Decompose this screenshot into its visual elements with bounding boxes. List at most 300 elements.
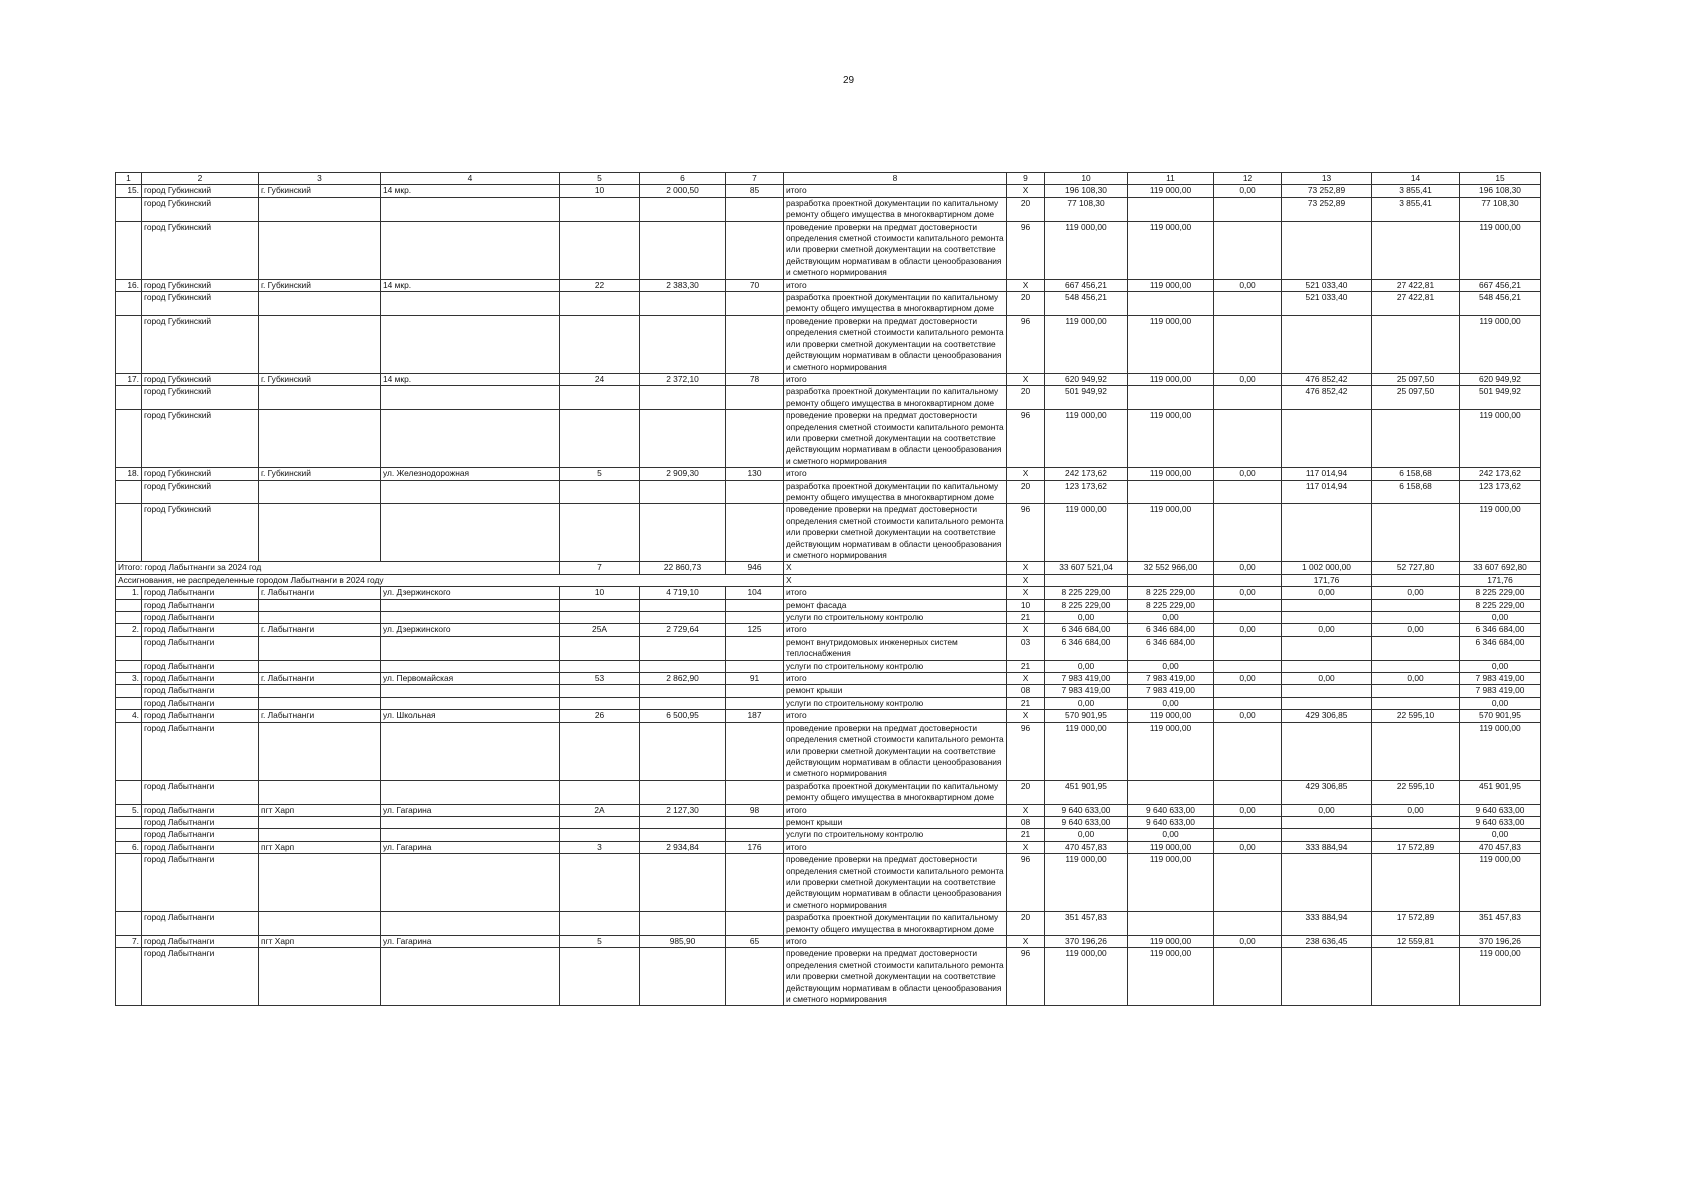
regional-funds: 119 000,00 <box>1128 410 1214 468</box>
municipality: город Лабытнанги <box>142 636 259 660</box>
work-type: проведение проверки на предмат достоверности определения сметной стоимости капитального ремонта или проверки сметной документации на соответствие действующим нормативам в области ценообразования и сметного нормирования <box>784 315 1007 373</box>
residents <box>726 912 784 936</box>
street <box>381 722 560 780</box>
row-number: 3. <box>116 673 142 685</box>
regional-funds: 8 225 229,00 <box>1128 587 1214 599</box>
table-row <box>116 197 1541 221</box>
row-number <box>116 292 142 316</box>
cost-cell: 548 456,21 <box>1460 292 1541 316</box>
work-type: итого <box>784 587 1007 599</box>
street: ул. Гагарина <box>381 841 560 853</box>
work-type: разработка проектной документации по капитальному ремонту общего имущества в многоквартирном доме <box>784 480 1007 504</box>
house-number <box>560 685 640 697</box>
table-row <box>116 587 1541 599</box>
owner-funds: 12 559,81 <box>1372 936 1460 948</box>
street <box>381 854 560 912</box>
local-funds: 0,00 <box>1214 936 1282 948</box>
residents <box>726 816 784 828</box>
house-number: 10 <box>560 185 640 197</box>
house-number <box>560 780 640 804</box>
column-number: 9 <box>1007 173 1045 185</box>
total-cost: 9 640 633,00 <box>1045 804 1128 816</box>
settlement: пгт Харп <box>259 936 381 948</box>
fund-funds <box>1282 948 1372 1006</box>
row-number <box>116 829 142 841</box>
street <box>381 697 560 709</box>
local-funds <box>1214 854 1282 912</box>
owner-funds <box>1372 697 1460 709</box>
regional-funds: 119 000,00 <box>1128 279 1214 291</box>
table-row <box>116 315 1541 373</box>
total-cost: 0,00 <box>1045 697 1128 709</box>
work-type: ремонт фасада <box>784 599 1007 611</box>
regional-funds: 7 983 419,00 <box>1128 673 1214 685</box>
local-funds <box>1214 722 1282 780</box>
table-row <box>116 816 1541 828</box>
house-number: 5 <box>560 936 640 948</box>
street: ул. Первомайская <box>381 673 560 685</box>
fund-funds: 0,00 <box>1282 587 1372 599</box>
fund-funds: 429 306,85 <box>1282 780 1372 804</box>
area <box>640 612 726 624</box>
regional-funds: 6 346 684,00 <box>1128 636 1214 660</box>
area <box>640 816 726 828</box>
owner-funds <box>1372 636 1460 660</box>
local-funds <box>1214 912 1282 936</box>
fund-funds <box>1282 221 1372 279</box>
owner-funds: 27 422,81 <box>1372 279 1460 291</box>
local-funds <box>1214 574 1282 586</box>
row-number <box>116 854 142 912</box>
street: ул. Школьная <box>381 710 560 722</box>
local-funds <box>1214 948 1282 1006</box>
work-code: X <box>1007 936 1045 948</box>
table-row <box>116 386 1541 410</box>
row-number <box>116 816 142 828</box>
work-type: итого <box>784 710 1007 722</box>
settlement <box>259 292 381 316</box>
house-number <box>560 292 640 316</box>
work-code: 21 <box>1007 829 1045 841</box>
column-number: 1 <box>116 173 142 185</box>
cost-cell: 570 901,95 <box>1460 710 1541 722</box>
row-number <box>116 722 142 780</box>
street <box>381 480 560 504</box>
table-row <box>116 912 1541 936</box>
table-row <box>116 780 1541 804</box>
work-type: услуги по строительному контролю <box>784 829 1007 841</box>
owner-funds <box>1372 410 1460 468</box>
fund-funds: 171,76 <box>1282 574 1372 586</box>
work-code: 96 <box>1007 504 1045 562</box>
work-code: 10 <box>1007 599 1045 611</box>
street <box>381 948 560 1006</box>
cost-cell: 620 949,92 <box>1460 373 1541 385</box>
house-number <box>560 636 640 660</box>
total-label: Итого: город Лабытнанги за 2024 год <box>116 562 560 574</box>
area: 2 383,30 <box>640 279 726 291</box>
table-row <box>116 410 1541 468</box>
total-cost: 6 346 684,00 <box>1045 636 1128 660</box>
fund-funds <box>1282 612 1372 624</box>
street <box>381 221 560 279</box>
table-row <box>116 279 1541 291</box>
municipality: город Губкинский <box>142 410 259 468</box>
work-code: 96 <box>1007 722 1045 780</box>
local-funds <box>1214 685 1282 697</box>
settlement <box>259 854 381 912</box>
owner-funds <box>1372 660 1460 672</box>
row-number <box>116 410 142 468</box>
table-row <box>116 685 1541 697</box>
fund-funds: 476 852,42 <box>1282 373 1372 385</box>
local-funds: 0,00 <box>1214 710 1282 722</box>
regional-funds: 119 000,00 <box>1128 185 1214 197</box>
street <box>381 292 560 316</box>
area <box>640 660 726 672</box>
local-funds <box>1214 636 1282 660</box>
cost-cell: 351 457,83 <box>1460 912 1541 936</box>
house-number: 10 <box>560 587 640 599</box>
local-funds <box>1214 386 1282 410</box>
fund-funds: 0,00 <box>1282 673 1372 685</box>
house-number <box>560 612 640 624</box>
owner-funds: 0,00 <box>1372 804 1460 816</box>
street <box>381 599 560 611</box>
work-code: X <box>1007 841 1045 853</box>
municipality: город Лабытнанги <box>142 854 259 912</box>
house-number: 7 <box>560 562 640 574</box>
work-type: разработка проектной документации по капитальному ремонту общего имущества в многоквартирном доме <box>784 780 1007 804</box>
table-row <box>116 221 1541 279</box>
house-number <box>560 410 640 468</box>
settlement: г. Губкинский <box>259 468 381 480</box>
residents <box>726 722 784 780</box>
column-number: 8 <box>784 173 1007 185</box>
work-type: итого <box>784 185 1007 197</box>
residents <box>726 660 784 672</box>
total-cost: 119 000,00 <box>1045 854 1128 912</box>
residents: 946 <box>726 562 784 574</box>
total-cost: 33 607 521,04 <box>1045 562 1128 574</box>
area <box>640 386 726 410</box>
municipality: город Лабытнанги <box>142 710 259 722</box>
local-funds: 0,00 <box>1214 841 1282 853</box>
owner-funds: 17 572,89 <box>1372 912 1460 936</box>
regional-funds: 119 000,00 <box>1128 948 1214 1006</box>
local-funds <box>1214 315 1282 373</box>
cost-cell: 0,00 <box>1460 829 1541 841</box>
regional-funds <box>1128 197 1214 221</box>
house-number: 26 <box>560 710 640 722</box>
owner-funds: 3 855,41 <box>1372 185 1460 197</box>
owner-funds: 3 855,41 <box>1372 197 1460 221</box>
work-type: ремонт крыши <box>784 685 1007 697</box>
regional-funds: 9 640 633,00 <box>1128 816 1214 828</box>
fund-funds: 476 852,42 <box>1282 386 1372 410</box>
settlement <box>259 722 381 780</box>
table-row <box>116 697 1541 709</box>
work-type: разработка проектной документации по капитальному ремонту общего имущества в многоквартирном доме <box>784 197 1007 221</box>
cost-cell: 6 346 684,00 <box>1460 636 1541 660</box>
residents <box>726 315 784 373</box>
settlement <box>259 386 381 410</box>
residents <box>726 599 784 611</box>
regional-funds <box>1128 780 1214 804</box>
house-number <box>560 221 640 279</box>
house-number <box>560 315 640 373</box>
local-funds: 0,00 <box>1214 587 1282 599</box>
municipality: город Губкинский <box>142 468 259 480</box>
cost-cell: 119 000,00 <box>1460 854 1541 912</box>
cost-cell: 0,00 <box>1460 697 1541 709</box>
fund-funds: 73 252,89 <box>1282 197 1372 221</box>
table-row <box>116 854 1541 912</box>
settlement <box>259 948 381 1006</box>
column-number: 2 <box>142 173 259 185</box>
work-type: проведение проверки на предмат достоверности определения сметной стоимости капитального ремонта или проверки сметной документации на соответствие действующим нормативам в области ценообразования и сметного нормирования <box>784 221 1007 279</box>
cost-cell: 119 000,00 <box>1460 221 1541 279</box>
settlement <box>259 829 381 841</box>
residents <box>726 221 784 279</box>
work-code: 96 <box>1007 315 1045 373</box>
cost-cell: 501 949,92 <box>1460 386 1541 410</box>
owner-funds <box>1372 948 1460 1006</box>
local-funds <box>1214 410 1282 468</box>
work-code: X <box>1007 373 1045 385</box>
work-code: 21 <box>1007 660 1045 672</box>
work-code: 96 <box>1007 948 1045 1006</box>
work-code: 20 <box>1007 386 1045 410</box>
house-number: 25А <box>560 624 640 636</box>
area: 22 860,73 <box>640 562 726 574</box>
residents: 98 <box>726 804 784 816</box>
regional-funds: 119 000,00 <box>1128 373 1214 385</box>
area <box>640 292 726 316</box>
fund-funds <box>1282 816 1372 828</box>
residents <box>726 636 784 660</box>
row-number <box>116 197 142 221</box>
table-row <box>116 948 1541 1006</box>
area: 2 372,10 <box>640 373 726 385</box>
work-code: X <box>1007 279 1045 291</box>
street <box>381 829 560 841</box>
regional-funds <box>1128 574 1214 586</box>
capital-repair-registry-table <box>115 172 1541 1006</box>
regional-funds: 0,00 <box>1128 829 1214 841</box>
cost-cell: 470 457,83 <box>1460 841 1541 853</box>
regional-funds: 119 000,00 <box>1128 710 1214 722</box>
work-type: разработка проектной документации по капитальному ремонту общего имущества в многоквартирном доме <box>784 912 1007 936</box>
street <box>381 197 560 221</box>
work-type: разработка проектной документации по капитальному ремонту общего имущества в многоквартирном доме <box>784 386 1007 410</box>
work-code: X <box>1007 185 1045 197</box>
area <box>640 912 726 936</box>
municipality: город Лабытнанги <box>142 587 259 599</box>
work-code: 96 <box>1007 410 1045 468</box>
work-code: 21 <box>1007 612 1045 624</box>
owner-funds <box>1372 221 1460 279</box>
total-cost: 9 640 633,00 <box>1045 816 1128 828</box>
cost-cell: 7 983 419,00 <box>1460 673 1541 685</box>
work-code: X <box>1007 804 1045 816</box>
street <box>381 636 560 660</box>
area <box>640 697 726 709</box>
fund-funds: 521 033,40 <box>1282 279 1372 291</box>
residents <box>726 386 784 410</box>
total-cost: 548 456,21 <box>1045 292 1128 316</box>
fund-funds <box>1282 636 1372 660</box>
municipality: город Губкинский <box>142 292 259 316</box>
total-cost: 667 456,21 <box>1045 279 1128 291</box>
fund-funds: 117 014,94 <box>1282 468 1372 480</box>
work-code: 08 <box>1007 685 1045 697</box>
cost-cell: 370 196,26 <box>1460 936 1541 948</box>
house-number: 3 <box>560 841 640 853</box>
page-number: 29 <box>842 75 855 86</box>
column-number: 10 <box>1045 173 1128 185</box>
residents <box>726 829 784 841</box>
settlement: г. Лабытнанги <box>259 624 381 636</box>
area <box>640 636 726 660</box>
local-funds: 0,00 <box>1214 468 1282 480</box>
house-number <box>560 854 640 912</box>
residents: 85 <box>726 185 784 197</box>
table-row <box>116 804 1541 816</box>
table-row <box>116 185 1541 197</box>
row-number <box>116 315 142 373</box>
area <box>640 829 726 841</box>
residents <box>726 504 784 562</box>
area <box>640 197 726 221</box>
work-code: X <box>1007 710 1045 722</box>
cost-cell: 6 346 684,00 <box>1460 624 1541 636</box>
settlement <box>259 480 381 504</box>
regional-funds: 119 000,00 <box>1128 221 1214 279</box>
residents: 78 <box>726 373 784 385</box>
unallocated-label: Ассигнования, не распределенные городом Лабытнанги в 2024 году <box>116 574 784 586</box>
house-number <box>560 829 640 841</box>
area: 2 909,30 <box>640 468 726 480</box>
area <box>640 504 726 562</box>
work-type: проведение проверки на предмат достоверности определения сметной стоимости капитального ремонта или проверки сметной документации на соответствие действующим нормативам в области ценообразования и сметного нормирования <box>784 504 1007 562</box>
fund-funds <box>1282 722 1372 780</box>
fund-funds <box>1282 829 1372 841</box>
fund-funds: 117 014,94 <box>1282 480 1372 504</box>
row-number: 17. <box>116 373 142 385</box>
municipality: город Лабытнанги <box>142 624 259 636</box>
total-cost: 119 000,00 <box>1045 504 1128 562</box>
work-code: 96 <box>1007 221 1045 279</box>
table-row <box>116 722 1541 780</box>
work-code: X <box>1007 587 1045 599</box>
municipality: город Лабытнанги <box>142 673 259 685</box>
municipality: город Губкинский <box>142 386 259 410</box>
total-cost: 451 901,95 <box>1045 780 1128 804</box>
cost-cell: 77 108,30 <box>1460 197 1541 221</box>
area <box>640 410 726 468</box>
street <box>381 386 560 410</box>
owner-funds <box>1372 612 1460 624</box>
regional-funds: 119 000,00 <box>1128 468 1214 480</box>
work-type: проведение проверки на предмат достоверности определения сметной стоимости капитального ремонта или проверки сметной документации на соответствие действующим нормативам в области ценообразования и сметного нормирования <box>784 722 1007 780</box>
street: 14 мкр. <box>381 279 560 291</box>
total-cost: 0,00 <box>1045 660 1128 672</box>
local-funds <box>1214 599 1282 611</box>
owner-funds <box>1372 504 1460 562</box>
column-number: 15 <box>1460 173 1541 185</box>
regional-funds: 32 552 966,00 <box>1128 562 1214 574</box>
area <box>640 480 726 504</box>
local-funds <box>1214 612 1282 624</box>
work-type: итого <box>784 373 1007 385</box>
settlement <box>259 780 381 804</box>
table-row <box>116 468 1541 480</box>
table-row <box>116 936 1541 948</box>
work-type: разработка проектной документации по капитальному ремонту общего имущества в многоквартирном доме <box>784 292 1007 316</box>
cost-cell: 242 173,62 <box>1460 468 1541 480</box>
area: 2 000,50 <box>640 185 726 197</box>
area: 985,90 <box>640 936 726 948</box>
settlement <box>259 816 381 828</box>
local-funds <box>1214 480 1282 504</box>
area <box>640 221 726 279</box>
total-cost: 119 000,00 <box>1045 722 1128 780</box>
residents <box>726 780 784 804</box>
column-number: 4 <box>381 173 560 185</box>
row-number: 2. <box>116 624 142 636</box>
total-cost: 620 949,92 <box>1045 373 1128 385</box>
settlement: г. Губкинский <box>259 185 381 197</box>
house-number <box>560 197 640 221</box>
residents: 176 <box>726 841 784 853</box>
cost-cell: 8 225 229,00 <box>1460 587 1541 599</box>
work-code: X <box>1007 574 1045 586</box>
cost-cell: 123 173,62 <box>1460 480 1541 504</box>
fund-funds <box>1282 410 1372 468</box>
column-number: 5 <box>560 173 640 185</box>
street <box>381 315 560 373</box>
cost-cell: 9 640 633,00 <box>1460 816 1541 828</box>
residents: 187 <box>726 710 784 722</box>
table-row <box>116 829 1541 841</box>
municipality: город Губкинский <box>142 373 259 385</box>
local-funds <box>1214 221 1282 279</box>
municipality: город Лабытнанги <box>142 829 259 841</box>
municipality: город Лабытнанги <box>142 697 259 709</box>
settlement <box>259 221 381 279</box>
cost-cell: 119 000,00 <box>1460 410 1541 468</box>
regional-funds <box>1128 480 1214 504</box>
cost-cell: 7 983 419,00 <box>1460 685 1541 697</box>
owner-funds: 22 595,10 <box>1372 780 1460 804</box>
area: 2 934,84 <box>640 841 726 853</box>
cost-cell: 0,00 <box>1460 612 1541 624</box>
municipality: город Лабытнанги <box>142 948 259 1006</box>
house-number <box>560 722 640 780</box>
row-number: 7. <box>116 936 142 948</box>
house-number <box>560 599 640 611</box>
work-code: X <box>1007 624 1045 636</box>
work-type: услуги по строительному контролю <box>784 660 1007 672</box>
owner-funds <box>1372 315 1460 373</box>
municipality: город Лабытнанги <box>142 841 259 853</box>
cost-cell: 0,00 <box>1460 660 1541 672</box>
municipality: город Лабытнанги <box>142 612 259 624</box>
street <box>381 780 560 804</box>
regional-funds <box>1128 292 1214 316</box>
fund-funds: 429 306,85 <box>1282 710 1372 722</box>
